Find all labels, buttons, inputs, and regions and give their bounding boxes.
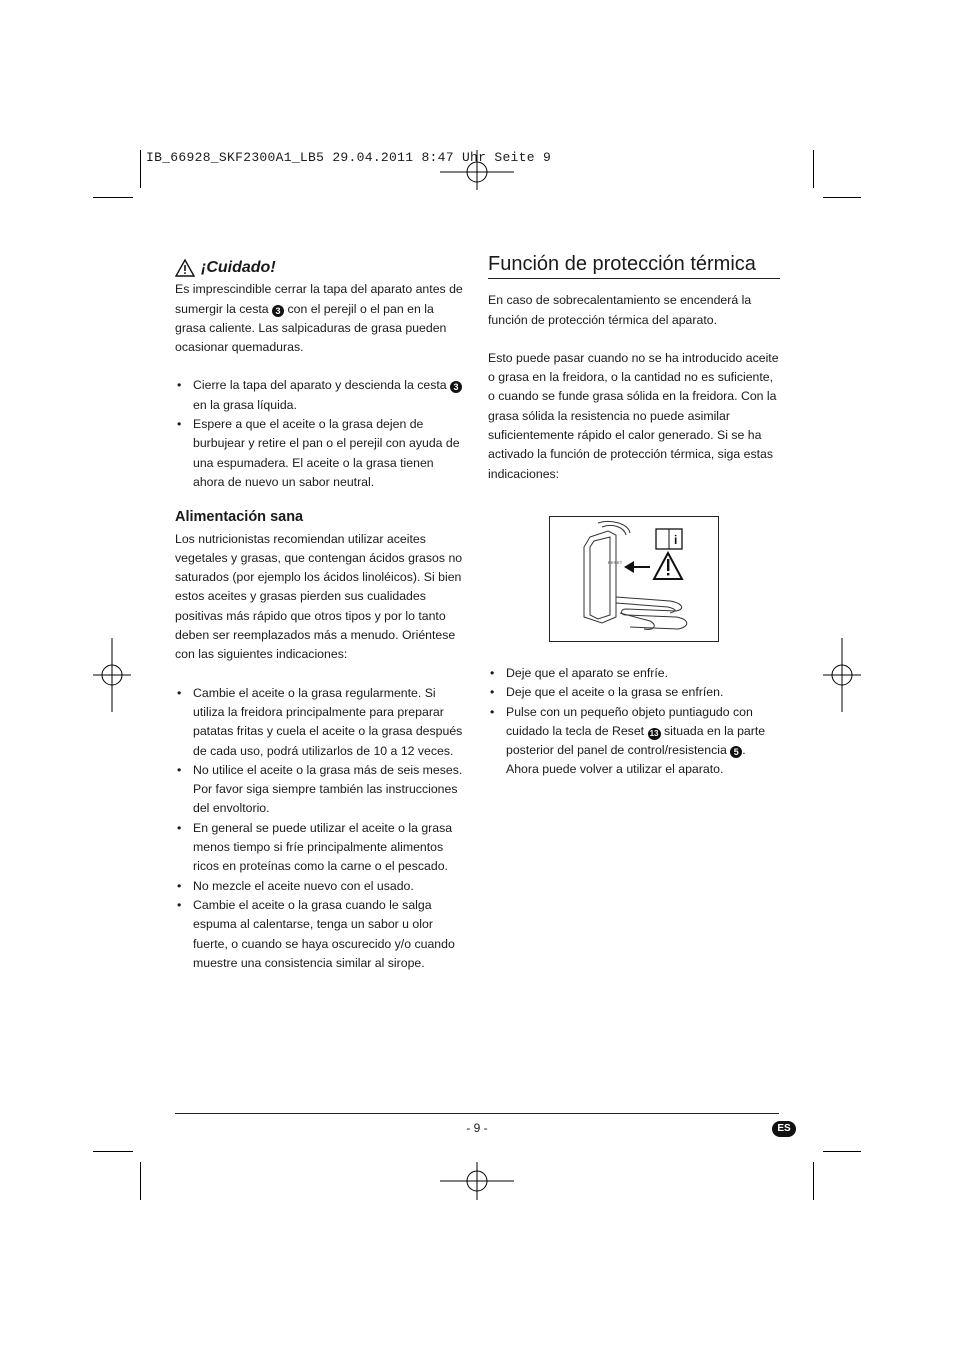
warning-triangle-icon (175, 259, 195, 277)
left-column (175, 258, 467, 973)
explanation-paragraph: Esto puede pasar cuando no se ha introducido aceite o grasa en la freidora, o la cantidad no es suficiente, o cuando se funde grasa sólida en la freidora. Con la grasa sólida la resistencia no puede asimilar suficientemente rápido el calor generado. Si se ha activado la función de protección térmica, siga estas indicaciones: (488, 350, 779, 481)
reference-number: 5 (730, 746, 742, 758)
warning-title: ¡Cuidado! (201, 259, 276, 276)
right-column (488, 255, 780, 484)
reset-steps-list (488, 664, 780, 780)
language-badge: ES (772, 1121, 796, 1137)
warning-paragraph: Es imprescindible cerrar la tapa del aparato antes de sumergir la cesta 3 con el perejil o el pan en la grasa caliente. Las salpicaduras de grasa pueden ocasionar quemaduras. (175, 282, 463, 355)
footer-rule (175, 1113, 779, 1114)
tips-list (175, 684, 467, 973)
warning-steps-list (175, 376, 467, 492)
manual-book-icon (656, 529, 682, 549)
printer-slug-line: IB_66928_SKF2300A1_LB5 29.04.2011 8:47 Uhr Seite 9 (146, 150, 552, 165)
reference-number: 13 (648, 728, 661, 740)
reference-number: 3 (272, 305, 284, 317)
warning-heading (175, 258, 467, 277)
reference-number: 3 (450, 381, 462, 393)
page-number: - 9 - (466, 1121, 488, 1135)
reset-figure (549, 516, 719, 642)
reset-steps (488, 664, 780, 780)
list-item: • Cambie el aceite o la grasa cuando le salga espuma al calentarse, tenga un sabor u olor fuerte, o cuando se haya oscurecido y/o cuando muestre una consistencia similar al sirope. (175, 896, 467, 973)
reset-label: RESET (608, 560, 623, 565)
list-item: • Cierre la tapa del aparato y descienda la cesta 3 en la grasa líquida. (175, 376, 467, 415)
list-item: • Cambie el aceite o la grasa regularmente. Si utiliza la freidora principalmente para preparar patatas fritas y cuela el aceite o la grasa después de cada uso, podrá utilizarlos de 10 a 12 veces. (175, 684, 467, 761)
list-item: • Espere a que el aceite o la grasa dejen de burbujear y retire el pan o el perejil con ayuda de una espumadera. El aceite o la grasa tienen ahora de nuevo un sabor neutral. (175, 415, 467, 492)
heating-element-illustration (550, 517, 718, 641)
list-item: • Deje que el aparato se enfríe. (488, 664, 780, 683)
page-title: Función de protección térmica (488, 255, 780, 279)
section-heading: Alimentación sana (175, 509, 304, 526)
section-paragraph: Los nutricionistas recomiendan utilizar aceites vegetales y grasas, que contengan ácidos grasos no saturados (por ejemplo los ácidos linoléicos). Si bien estos aceites y grasas pierden sus cualidades positivas más rápido que otros tipos y por lo tanto deben ser reemplazados más a menudo. Oriéntese con las siguientes indicaciones: (175, 531, 463, 662)
svg-text:i: i (674, 533, 678, 547)
list-item: • Deje que el aceite o la grasa se enfríen. (488, 683, 780, 702)
list-item: • Pulse con un pequeño objeto puntiagudo con cuidado la tecla de Reset 13 situada en la parte posterior del panel de control/resistencia 5 . Ahora puede volver a utilizar el aparato. (488, 703, 780, 780)
list-item: • No utilice el aceite o la grasa más de seis meses. Por favor siga siempre también las instrucciones del envoltorio. (175, 761, 467, 819)
list-item: • En general se puede utilizar el aceite o la grasa menos tiempo si fríe principalmente alimentos ricos en proteínas como la carne o el pescado. (175, 819, 467, 877)
list-item: • No mezcle el aceite nuevo con el usado. (175, 877, 467, 896)
intro-paragraph: En caso de sobrecalentamiento se encenderá la función de protección térmica del aparato. (488, 293, 752, 327)
